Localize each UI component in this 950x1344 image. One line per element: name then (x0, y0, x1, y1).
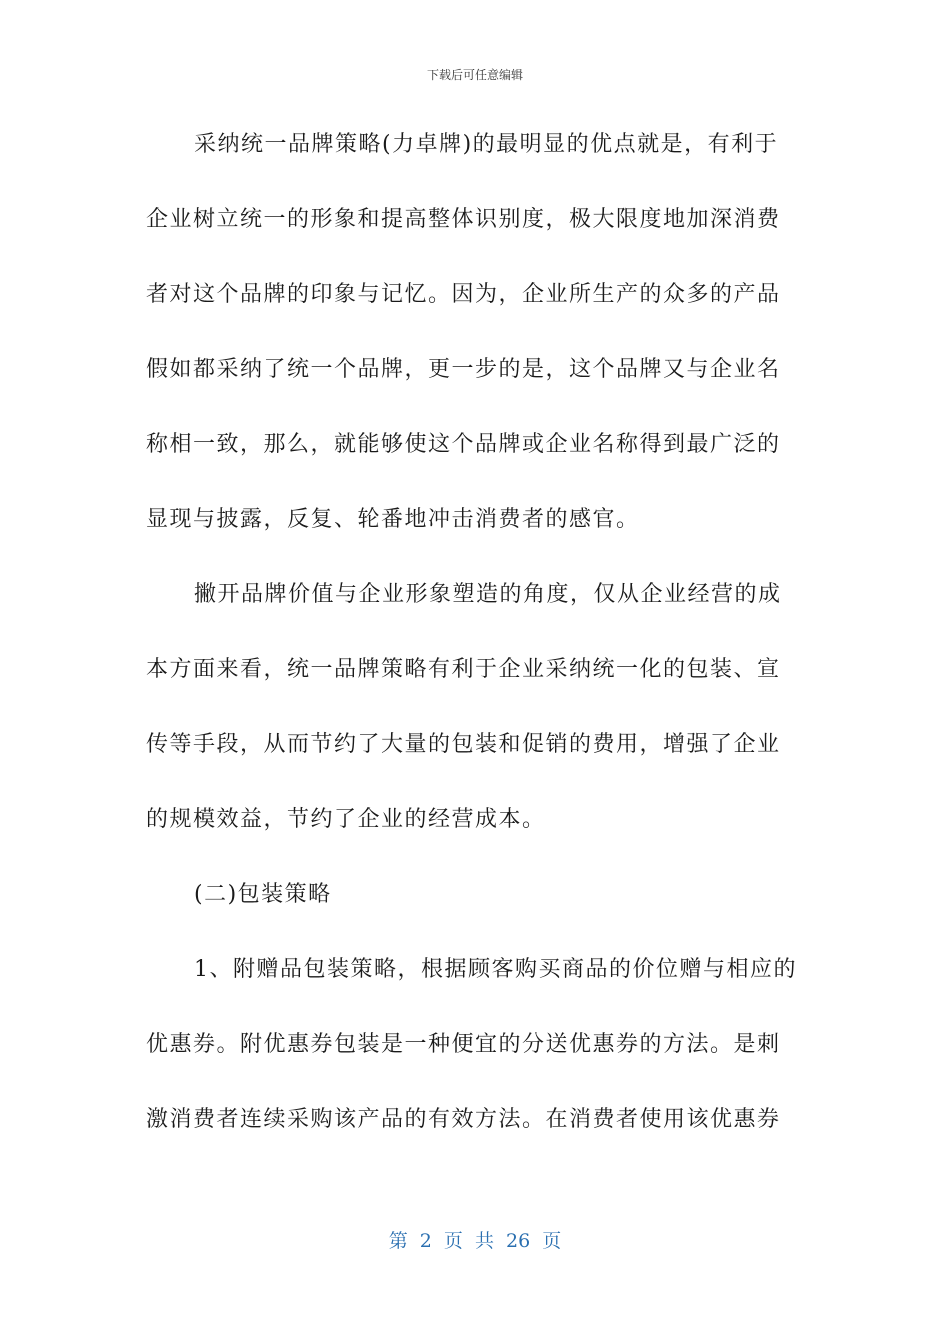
paragraph-line: 撇开品牌价值与企业形象塑造的角度，仅从企业经营的成 (194, 582, 782, 607)
paragraph-line: 本方面来看，统一品牌策略有利于企业采纳统一化的包装、宣 (146, 657, 781, 682)
paragraph-line: 采纳统一品牌策略(力卓牌)的最明显的优点就是，有利于 (194, 132, 779, 157)
paragraph-line: 的规模效益，节约了企业的经营成本。 (146, 807, 546, 832)
paragraph-line: 假如都采纳了统一个品牌，更一步的是，这个品牌又与企业名 (146, 357, 781, 382)
section-heading: (二)包装策略 (194, 882, 332, 907)
paragraph-line: 传等手段，从而节约了大量的包装和促销的费用，增强了企业 (146, 732, 781, 757)
page-number: 第 2 页 共 26 页 (388, 1230, 562, 1252)
paragraph-line: 显现与披露，反复、轮番地冲击消费者的感官。 (146, 507, 640, 532)
paragraph-line: 企业树立统一的形象和提高整体识别度，极大限度地加深消费 (146, 207, 781, 232)
paragraph-line: 优惠券。附优惠券包装是一种便宜的分送优惠券的方法。是刺 (146, 1032, 781, 1057)
paragraph-line: 者对这个品牌的印象与记忆。因为，企业所生产的众多的产品 (146, 282, 781, 307)
paragraph-line: 激消费者连续采购该产品的有效方法。在消费者使用该优惠券 (146, 1107, 781, 1132)
paragraph-line: 1、附赠品包装策略，根据顾客购买商品的价位赠与相应的 (194, 957, 797, 982)
paragraph-line: 称相一致，那么，就能够使这个品牌或企业名称得到最广泛的 (146, 432, 781, 457)
page-header-note: 下载后可任意编辑 (426, 68, 523, 82)
